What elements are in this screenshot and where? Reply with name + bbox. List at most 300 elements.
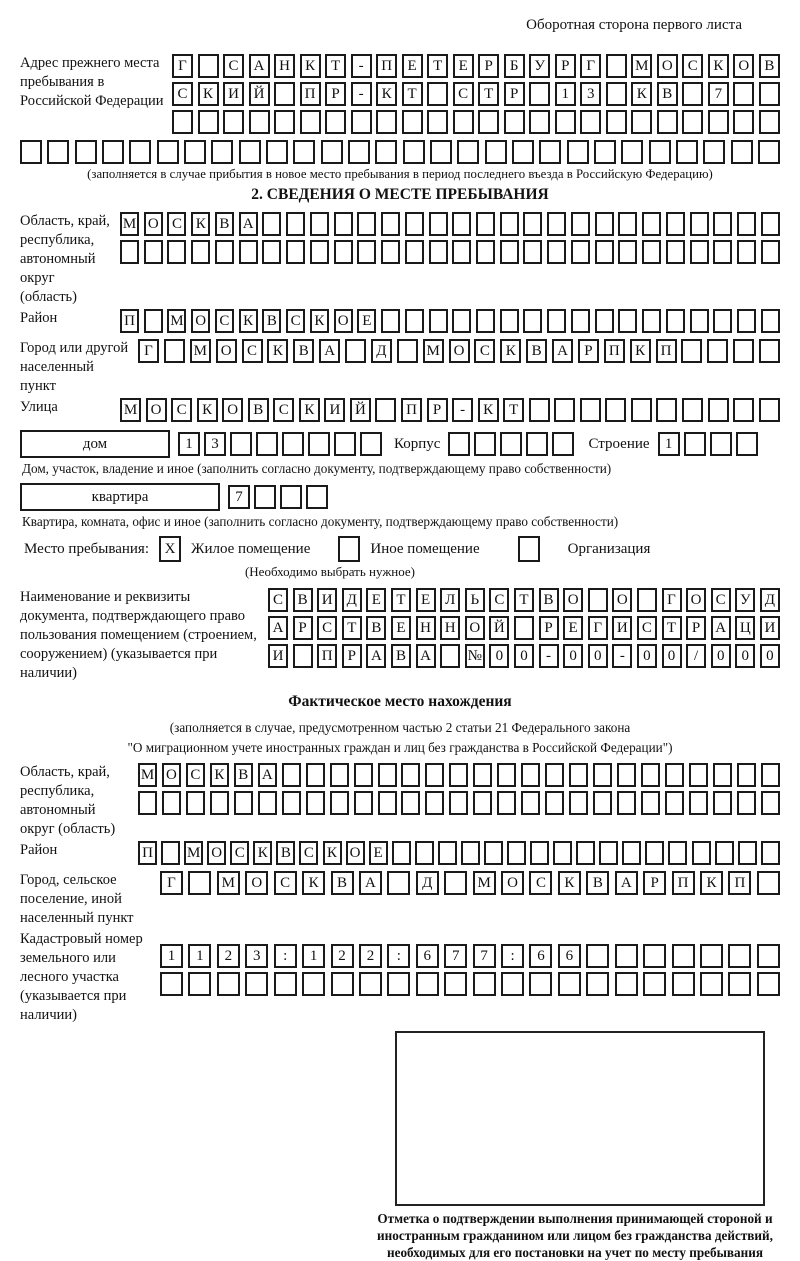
char-cell [700,944,723,968]
korpus-cells [448,432,574,456]
char-cell: Д [760,588,780,612]
city-row [138,339,780,392]
char-cell [448,432,470,456]
char-cell [392,841,411,865]
char-cell: : [387,944,410,968]
char-cell: П [120,309,139,333]
char-cell [586,972,609,996]
char-cell: К [630,339,651,363]
char-cell [429,212,448,236]
char-cell [129,140,151,164]
char-cell [75,140,97,164]
char-cell: В [526,339,547,363]
char-cell: Н [440,616,460,640]
apartment-row [20,483,780,511]
char-cell [759,82,780,106]
char-cell [354,763,373,787]
char-cell [668,841,687,865]
char-cell [162,791,181,815]
stay-type-row [24,536,780,562]
stay-type-label: Место пребывания: [24,540,149,557]
char-cell: О [207,841,226,865]
char-cell [631,398,652,422]
document-label: Наименование и реквизиты документа, подтверждающего право пользования помещением (строением, сооружением) (указывается при наличии) [20,589,257,681]
char-cell [576,841,595,865]
char-cell [606,54,627,78]
char-cell: - [351,82,372,106]
char-cell: О [144,212,163,236]
char-cell: В [586,871,609,895]
char-cell: П [376,54,397,78]
char-cell [757,944,780,968]
char-cell [160,972,183,996]
char-cell [529,82,550,106]
korpus-label: Корпус [394,435,441,452]
char-cell [375,398,396,422]
char-cell: С [637,616,657,640]
char-cell: Е [357,309,376,333]
char-cell: У [735,588,755,612]
char-cell [728,972,751,996]
char-cell [473,763,492,787]
char-cell: 0 [563,644,583,668]
char-cell: М [631,54,652,78]
char-cell [266,140,288,164]
char-cell: С [268,588,288,612]
char-cell: - [452,398,473,422]
stay-type-checkbox-other [338,536,360,562]
char-cell [258,791,277,815]
char-cell: О [612,588,632,612]
char-cell [461,841,480,865]
prev-address-row-1 [172,54,780,78]
char-cell [545,763,564,787]
char-cell: Й [350,398,371,422]
actual-district-row [138,841,780,865]
char-cell [249,110,270,134]
char-cell: П [300,82,321,106]
char-cell: Т [342,616,362,640]
char-cell: Ь [465,588,485,612]
char-cell [286,212,305,236]
document-row-1 [268,588,780,612]
char-cell: И [223,82,244,106]
char-cell: О [657,54,678,78]
char-cell [381,240,400,264]
char-cell [733,339,754,363]
char-cell [401,791,420,815]
char-cell [449,791,468,815]
city-label: Город или другой населенный пункт [20,340,129,394]
city-block [20,339,780,396]
char-cell [713,240,732,264]
char-cell [474,432,496,456]
char-cell: П [672,871,695,895]
char-cell: О [146,398,167,422]
char-cell [330,791,349,815]
char-cell: Е [366,588,386,612]
char-cell: 0 [489,644,509,668]
char-cell: Й [249,82,270,106]
char-cell: М [423,339,444,363]
char-cell: П [656,339,677,363]
char-cell [530,841,549,865]
char-cell: Т [514,588,534,612]
char-cell [761,240,780,264]
char-cell [504,110,525,134]
char-cell [20,140,42,164]
char-cell [606,110,627,134]
char-cell [642,240,661,264]
char-cell: М [184,841,203,865]
char-cell [425,763,444,787]
char-cell: Е [369,841,388,865]
char-cell [571,240,590,264]
char-cell [274,972,297,996]
char-cell: К [478,398,499,422]
prev-address-label: Адрес прежнего места пребывания в Российской Федерации [20,55,164,109]
prev-address-block [20,54,780,138]
char-cell [120,240,139,264]
char-cell: К [708,54,729,78]
char-cell [286,240,305,264]
char-cell [521,791,540,815]
char-cell [606,82,627,106]
char-cell [580,398,601,422]
char-cell [571,309,590,333]
char-cell: О [449,339,470,363]
stay-type-checkbox-residential: X [159,536,181,562]
char-cell: А [711,616,731,640]
actual-region-row-1 [138,763,780,787]
char-cell [642,309,661,333]
char-cell [334,240,353,264]
char-cell [569,791,588,815]
char-cell [239,240,258,264]
char-cell: / [686,644,706,668]
char-cell [715,841,734,865]
char-cell [512,140,534,164]
char-cell [427,110,448,134]
char-cell: Г [588,616,608,640]
actual-location-title: Фактическое место нахождения [288,693,512,710]
char-cell: О [162,763,181,787]
document-row-2 [268,616,780,640]
house-row [20,430,780,458]
char-cell [641,791,660,815]
char-cell [485,140,507,164]
char-cell: 2 [359,944,382,968]
char-cell: Р [342,644,362,668]
char-cell: М [473,871,496,895]
char-cell: К [267,339,288,363]
char-cell [733,110,754,134]
char-cell [728,944,751,968]
char-cell [427,82,448,106]
char-cell [737,309,756,333]
char-cell: В [759,54,780,78]
char-cell [657,110,678,134]
char-cell [293,140,315,164]
char-cell [198,54,219,78]
char-cell [737,212,756,236]
char-cell: М [190,339,211,363]
char-cell: Б [504,54,525,78]
char-cell: К [323,841,342,865]
char-cell [387,972,410,996]
char-cell: 1 [160,944,183,968]
char-cell: А [258,763,277,787]
char-cell: М [217,871,240,895]
char-cell [378,791,397,815]
char-cell [558,972,581,996]
char-cell: М [138,763,157,787]
char-cell [306,791,325,815]
char-cell [666,212,685,236]
char-cell: О [216,339,237,363]
char-cell: П [728,871,751,895]
char-cell: И [317,588,337,612]
char-cell: И [612,616,632,640]
char-cell [198,110,219,134]
char-cell: О [686,588,706,612]
char-cell: 1 [658,432,680,456]
char-cell [690,309,709,333]
char-cell [547,212,566,236]
char-cell [444,972,467,996]
char-cell: Е [453,54,474,78]
char-cell [452,240,471,264]
char-cell: С [453,82,474,106]
char-cell [618,212,637,236]
stroenie-cells [658,432,758,456]
char-cell: С [171,398,192,422]
char-cell [262,240,281,264]
char-cell: 7 [228,485,250,509]
char-cell [595,212,614,236]
char-cell [521,763,540,787]
char-cell [665,763,684,787]
char-cell [554,398,575,422]
char-cell [684,432,706,456]
prev-address-row-4 [20,140,780,164]
char-cell [282,432,304,456]
char-cell: 7 [444,944,467,968]
char-cell: Н [416,616,436,640]
char-cell [452,212,471,236]
char-cell [188,972,211,996]
char-cell [599,841,618,865]
char-cell: Т [478,82,499,106]
char-cell [331,972,354,996]
char-cell: М [120,398,141,422]
char-cell [254,485,276,509]
char-cell [274,82,295,106]
char-cell: 6 [558,944,581,968]
char-cell [144,309,163,333]
char-cell [761,212,780,236]
char-cell [239,140,261,164]
char-cell [621,140,643,164]
char-cell [713,791,732,815]
char-cell [310,212,329,236]
char-cell [547,240,566,264]
char-cell [649,140,671,164]
char-cell [666,240,685,264]
char-cell [500,432,522,456]
char-cell [186,791,205,815]
char-cell: Р [293,616,313,640]
char-cell [325,110,346,134]
char-cell: П [138,841,157,865]
char-cell [700,972,723,996]
stay-type-checkbox-organization [518,536,540,562]
char-cell: Т [391,588,411,612]
char-cell [473,972,496,996]
char-cell [529,110,550,134]
char-cell: Р [325,82,346,106]
char-cell: Г [580,54,601,78]
char-cell: С [317,616,337,640]
char-cell [708,398,729,422]
char-cell [223,110,244,134]
char-cell [645,841,664,865]
document-row-3 [268,644,780,668]
char-cell: 3 [245,944,268,968]
stroenie-label: Строение [588,435,650,452]
char-cell [144,240,163,264]
char-cell [676,140,698,164]
char-cell: Г [138,339,159,363]
char-cell [580,110,601,134]
char-cell [526,432,548,456]
char-cell: К [500,339,521,363]
page-side-label: Оборотная сторона первого листа [526,17,742,33]
char-cell: 1 [188,944,211,968]
char-cell [708,110,729,134]
char-cell: Р [555,54,576,78]
char-cell: С [474,339,495,363]
char-cell: Г [662,588,682,612]
char-cell [615,972,638,996]
char-cell [415,841,434,865]
char-cell: И [324,398,345,422]
char-cell: Г [160,871,183,895]
char-cell [523,309,542,333]
actual-region-block [20,763,780,839]
char-cell: 0 [735,644,755,668]
district-block [20,309,780,337]
cadastral-label: Кадастровый номер земельного или лесного участка (указывается при наличии) [20,931,143,1023]
char-cell [733,398,754,422]
char-cell [555,110,576,134]
char-cell [306,763,325,787]
region-row-1 [120,212,780,236]
char-cell [689,791,708,815]
char-cell [357,212,376,236]
char-cell: С [242,339,263,363]
char-cell [605,398,626,422]
char-cell [529,972,552,996]
char-cell: В [215,212,234,236]
cadastral-row-1 [160,944,780,968]
char-cell: Д [416,871,439,895]
char-cell [308,432,330,456]
char-cell [761,841,780,865]
char-cell [274,110,295,134]
char-cell: П [401,398,422,422]
char-cell: Й [489,616,509,640]
char-cell: В [391,644,411,668]
house-cells [178,432,382,456]
char-cell: П [604,339,625,363]
char-cell: Р [686,616,706,640]
char-cell: С [529,871,552,895]
char-cell: В [657,82,678,106]
char-cell [215,240,234,264]
char-cell: № [465,644,485,668]
char-cell [102,140,124,164]
char-cell [758,140,780,164]
char-cell [351,110,372,134]
char-cell [643,972,666,996]
char-cell: С [230,841,249,865]
char-cell: 2 [217,944,240,968]
char-cell: К [631,82,652,106]
char-cell [473,791,492,815]
char-cell [476,309,495,333]
char-cell: О [191,309,210,333]
char-cell [375,140,397,164]
char-cell: С [273,398,294,422]
char-cell [737,240,756,264]
char-cell: Р [427,398,448,422]
stay-type-option-organization: Организация [567,540,651,557]
char-cell [529,398,550,422]
char-cell [282,791,301,815]
char-cell [588,588,608,612]
char-cell [497,763,516,787]
house-field-label: дом [20,430,170,458]
char-cell [703,140,725,164]
char-cell [300,110,321,134]
char-cell [210,791,229,815]
char-cell [710,432,732,456]
prev-address-row-2 [172,82,780,106]
char-cell: - [351,54,372,78]
stay-type-note: (Необходимо выбрать нужное) [244,564,416,579]
char-cell [617,791,636,815]
stay-type-option-residential: Жилое помещение [191,540,311,557]
char-cell [737,791,756,815]
char-cell [672,972,695,996]
char-cell: 2 [331,944,354,968]
actual-district-label: Район [20,842,58,858]
char-cell: С [286,309,305,333]
street-block [20,398,780,426]
char-cell [321,140,343,164]
char-cell: 0 [588,644,608,668]
char-cell [306,485,328,509]
char-cell [736,432,758,456]
char-cell [230,432,252,456]
char-cell: С [489,588,509,612]
char-cell: С [299,841,318,865]
actual-region-label: Область, край, республика, автономный округ (область) [20,764,116,837]
char-cell: 0 [637,644,657,668]
char-cell: С [167,212,186,236]
char-cell: С [711,588,731,612]
